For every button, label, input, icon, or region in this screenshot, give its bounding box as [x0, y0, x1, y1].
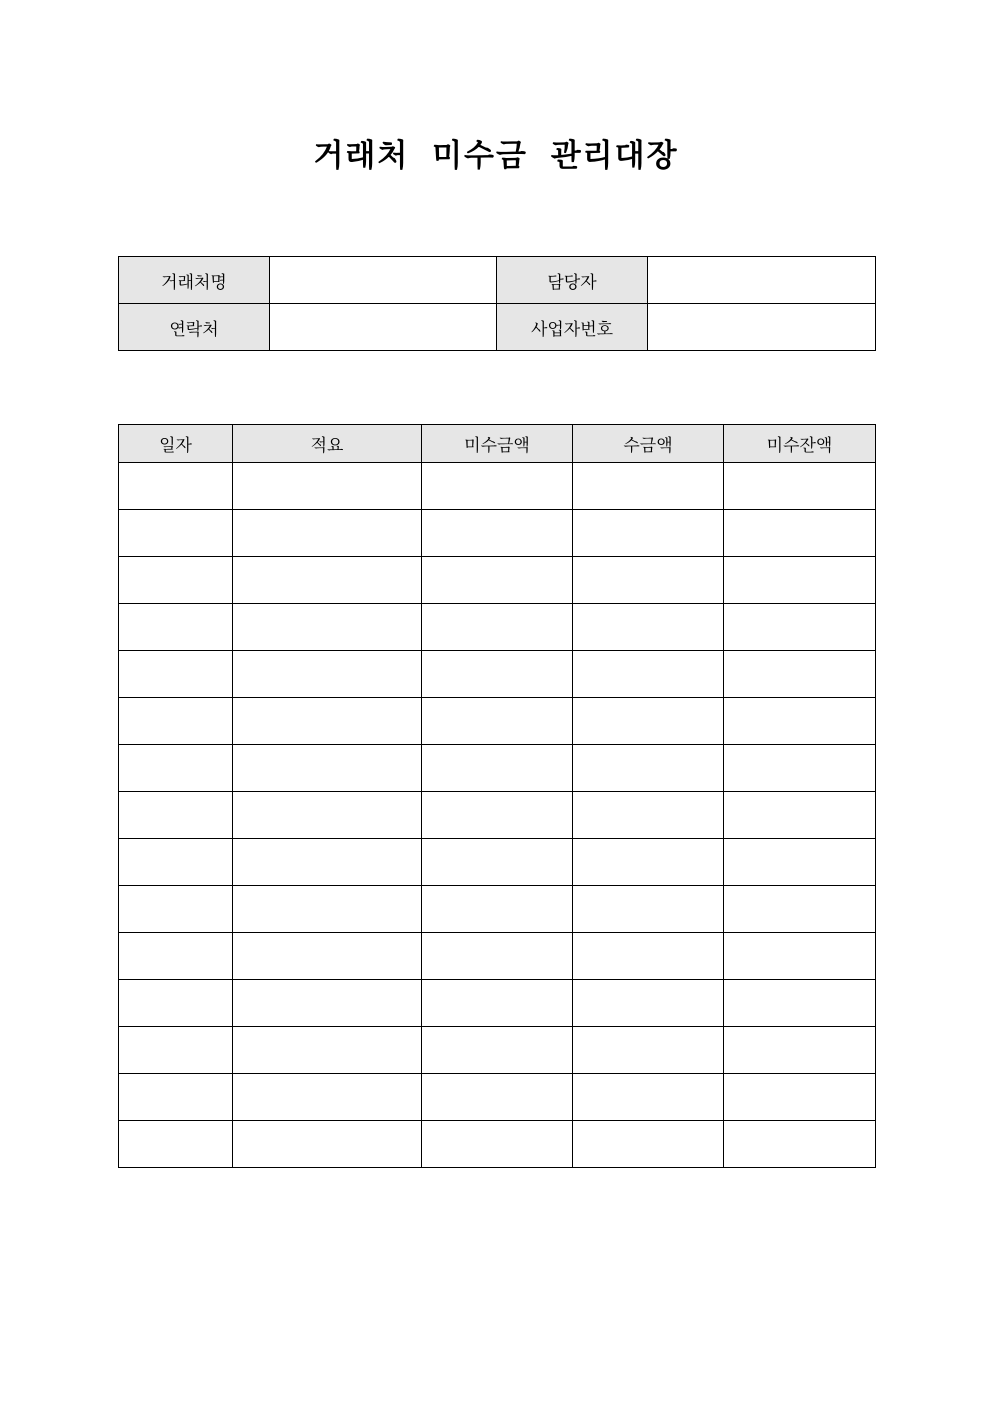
description-cell[interactable]	[233, 651, 422, 698]
table-row	[119, 557, 876, 604]
business-number-label: 사업자번호	[497, 304, 648, 351]
client-name-field[interactable]	[270, 257, 497, 304]
table-row	[119, 1121, 876, 1168]
description-cell[interactable]	[233, 980, 422, 1027]
client-name-label: 거래처명	[119, 257, 270, 304]
outstanding-balance-cell[interactable]	[724, 1121, 876, 1168]
client-info-row	[119, 304, 876, 351]
receivable-amount-cell[interactable]	[422, 886, 573, 933]
date-cell[interactable]	[119, 604, 233, 651]
receivable-amount-cell[interactable]	[422, 1121, 573, 1168]
date-cell[interactable]	[119, 792, 233, 839]
outstanding-balance-cell[interactable]	[724, 745, 876, 792]
receivable-amount-cell[interactable]	[422, 1027, 573, 1074]
column-header-description: 적요	[233, 425, 422, 463]
collected-amount-cell[interactable]	[573, 651, 724, 698]
outstanding-balance-cell[interactable]	[724, 510, 876, 557]
collected-amount-cell[interactable]	[573, 557, 724, 604]
date-cell[interactable]	[119, 651, 233, 698]
description-cell[interactable]	[233, 745, 422, 792]
table-row	[119, 463, 876, 510]
description-cell[interactable]	[233, 510, 422, 557]
date-cell[interactable]	[119, 886, 233, 933]
collected-amount-cell[interactable]	[573, 792, 724, 839]
description-cell[interactable]	[233, 1121, 422, 1168]
outstanding-balance-cell[interactable]	[724, 604, 876, 651]
table-row	[119, 745, 876, 792]
contact-field[interactable]	[270, 304, 497, 351]
outstanding-balance-cell[interactable]	[724, 698, 876, 745]
manager-label: 담당자	[497, 257, 648, 304]
table-row	[119, 980, 876, 1027]
date-cell[interactable]	[119, 557, 233, 604]
collected-amount-cell[interactable]	[573, 463, 724, 510]
collected-amount-cell[interactable]	[573, 1074, 724, 1121]
date-cell[interactable]	[119, 745, 233, 792]
table-row	[119, 839, 876, 886]
description-cell[interactable]	[233, 604, 422, 651]
table-row	[119, 792, 876, 839]
business-number-field[interactable]	[648, 304, 876, 351]
outstanding-balance-cell[interactable]	[724, 792, 876, 839]
collected-amount-cell[interactable]	[573, 1027, 724, 1074]
receivable-amount-cell[interactable]	[422, 839, 573, 886]
outstanding-balance-cell[interactable]	[724, 839, 876, 886]
table-row	[119, 510, 876, 557]
collected-amount-cell[interactable]	[573, 839, 724, 886]
collected-amount-cell[interactable]	[573, 510, 724, 557]
description-cell[interactable]	[233, 557, 422, 604]
outstanding-balance-cell[interactable]	[724, 886, 876, 933]
receivable-amount-cell[interactable]	[422, 933, 573, 980]
column-header-outstanding-balance: 미수잔액	[724, 425, 876, 463]
outstanding-balance-cell[interactable]	[724, 557, 876, 604]
column-header-date: 일자	[119, 425, 233, 463]
date-cell[interactable]	[119, 933, 233, 980]
table-row	[119, 651, 876, 698]
document-title: 거래처 미수금 관리대장	[313, 138, 679, 174]
description-cell[interactable]	[233, 698, 422, 745]
receivable-amount-cell[interactable]	[422, 604, 573, 651]
table-row	[119, 698, 876, 745]
receivable-amount-cell[interactable]	[422, 980, 573, 1027]
manager-field[interactable]	[648, 257, 876, 304]
collected-amount-cell[interactable]	[573, 698, 724, 745]
date-cell[interactable]	[119, 463, 233, 510]
date-cell[interactable]	[119, 1121, 233, 1168]
outstanding-balance-cell[interactable]	[724, 651, 876, 698]
collected-amount-cell[interactable]	[573, 745, 724, 792]
outstanding-balance-cell[interactable]	[724, 463, 876, 510]
ledger-header-row	[119, 425, 876, 463]
date-cell[interactable]	[119, 839, 233, 886]
receivable-amount-cell[interactable]	[422, 557, 573, 604]
description-cell[interactable]	[233, 886, 422, 933]
table-row	[119, 1074, 876, 1121]
client-info-table	[118, 256, 876, 351]
receivable-amount-cell[interactable]	[422, 745, 573, 792]
table-row	[119, 886, 876, 933]
receivable-amount-cell[interactable]	[422, 792, 573, 839]
receivable-amount-cell[interactable]	[422, 463, 573, 510]
date-cell[interactable]	[119, 698, 233, 745]
table-row	[119, 604, 876, 651]
description-cell[interactable]	[233, 839, 422, 886]
outstanding-balance-cell[interactable]	[724, 933, 876, 980]
contact-label: 연락처	[119, 304, 270, 351]
description-cell[interactable]	[233, 463, 422, 510]
collected-amount-cell[interactable]	[573, 604, 724, 651]
date-cell[interactable]	[119, 980, 233, 1027]
column-header-collected-amount: 수금액	[573, 425, 724, 463]
outstanding-balance-cell[interactable]	[724, 1027, 876, 1074]
date-cell[interactable]	[119, 510, 233, 557]
ledger-body	[119, 463, 876, 1168]
receivable-amount-cell[interactable]	[422, 698, 573, 745]
receivables-ledger-table	[118, 424, 876, 1168]
collected-amount-cell[interactable]	[573, 980, 724, 1027]
column-header-receivable-amount: 미수금액	[422, 425, 573, 463]
receivable-amount-cell[interactable]	[422, 510, 573, 557]
description-cell[interactable]	[233, 1027, 422, 1074]
receivable-amount-cell[interactable]	[422, 651, 573, 698]
receivable-amount-cell[interactable]	[422, 1074, 573, 1121]
table-row	[119, 933, 876, 980]
collected-amount-cell[interactable]	[573, 933, 724, 980]
table-row	[119, 1027, 876, 1074]
description-cell[interactable]	[233, 1074, 422, 1121]
outstanding-balance-cell[interactable]	[724, 980, 876, 1027]
collected-amount-cell[interactable]	[573, 1121, 724, 1168]
description-cell[interactable]	[233, 792, 422, 839]
client-info-row	[119, 257, 876, 304]
collected-amount-cell[interactable]	[573, 886, 724, 933]
description-cell[interactable]	[233, 933, 422, 980]
date-cell[interactable]	[119, 1027, 233, 1074]
outstanding-balance-cell[interactable]	[724, 1074, 876, 1121]
date-cell[interactable]	[119, 1074, 233, 1121]
